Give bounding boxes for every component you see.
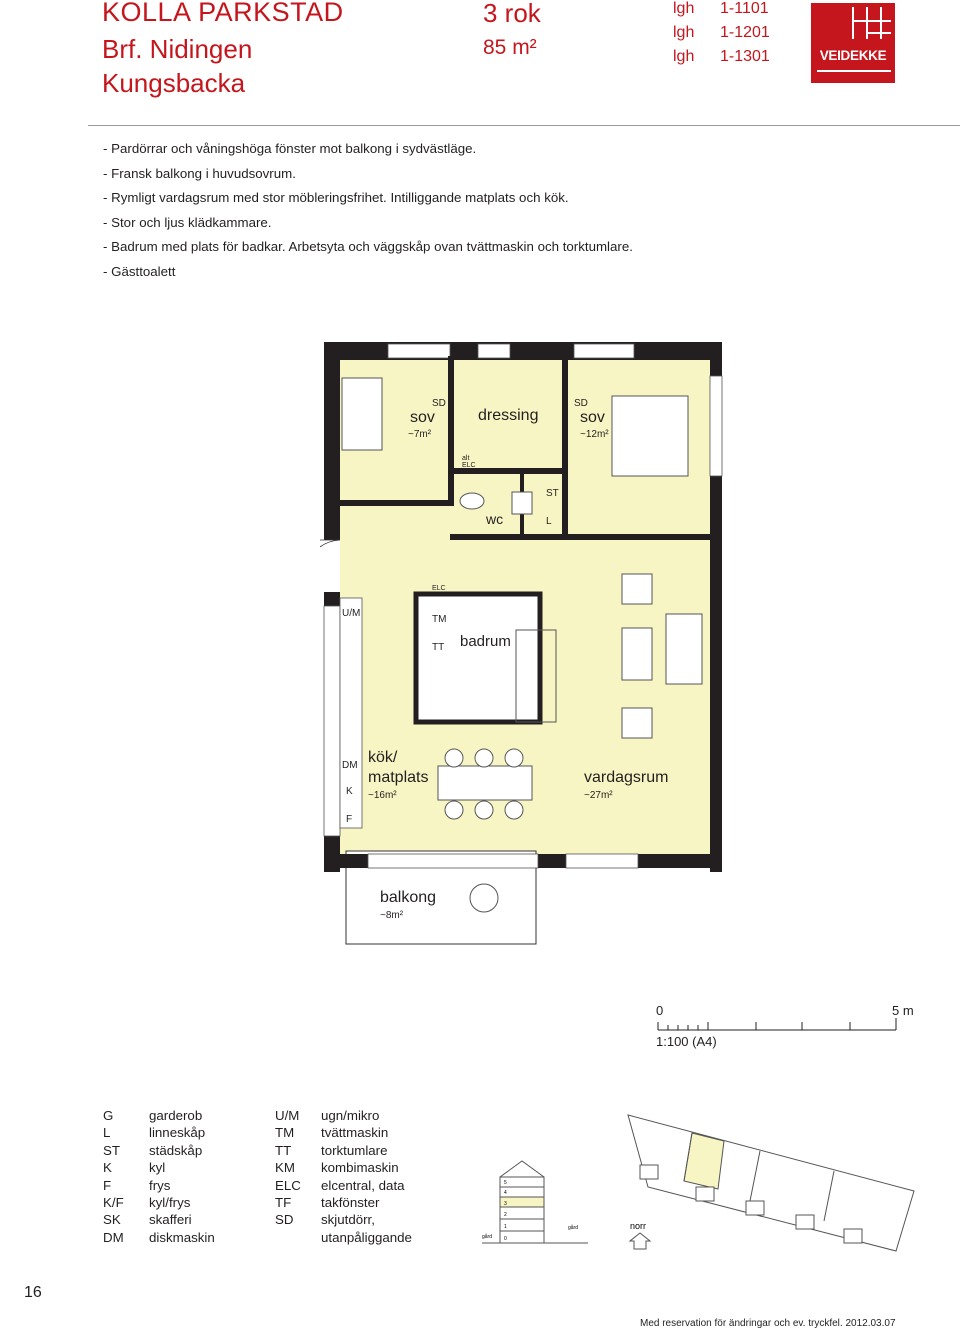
scale-bar xyxy=(656,1016,900,1032)
legend-codes-left xyxy=(103,1107,124,1246)
page-number: 16 xyxy=(24,1284,42,1301)
room-name: balkong xyxy=(380,889,437,906)
legend-code: K xyxy=(103,1160,112,1176)
north-arrow-icon xyxy=(630,1233,650,1249)
dining-table xyxy=(438,766,532,800)
wall xyxy=(450,534,710,540)
legend-texts-right xyxy=(321,1107,412,1246)
scale-five: 5 m xyxy=(892,1003,914,1018)
fixture-label: U/M xyxy=(342,608,361,619)
legend-text: ugn/mikro xyxy=(321,1108,380,1123)
feature-item: - Fransk balkong i huvudsovrum. xyxy=(103,165,296,181)
north-label: norr xyxy=(630,1221,647,1231)
fixture-label: ELC xyxy=(432,585,446,592)
header-divider xyxy=(88,125,960,126)
site-plan xyxy=(628,1115,914,1251)
apartment-number: 1-1101 xyxy=(720,0,769,17)
window xyxy=(478,344,510,358)
legend-code: DM xyxy=(103,1229,124,1245)
scale-text: 1:100 (A4) xyxy=(656,1034,717,1049)
window xyxy=(566,854,638,868)
veidekke-logo xyxy=(811,3,895,83)
legend-code: L xyxy=(103,1125,111,1141)
sink xyxy=(512,492,532,514)
fixture-label: SD xyxy=(432,398,446,409)
room-name: dressing xyxy=(478,407,539,424)
room-name: matplats xyxy=(368,769,429,786)
bed xyxy=(612,396,688,476)
fixture-label: SD xyxy=(574,398,588,409)
footer-note: Med reservation för ändringar och ev. tryckfel. 2012.03.07 xyxy=(640,1318,896,1329)
logo-wordmark: VEIDEKKE xyxy=(819,48,887,63)
feature-item: - Gästtoalett xyxy=(103,263,176,279)
room-name: wc xyxy=(486,511,504,527)
room-area: ~7m² xyxy=(408,429,432,440)
room-area: ~12m² xyxy=(580,429,609,440)
room-name: sov xyxy=(580,409,605,426)
legend-text: linneskåp xyxy=(149,1125,206,1141)
legend-text: elcentral, data xyxy=(321,1177,405,1193)
chair xyxy=(475,749,493,767)
fixture-label: TT xyxy=(432,642,445,653)
sofa xyxy=(666,614,702,684)
window xyxy=(710,376,722,476)
feature-list xyxy=(103,137,633,284)
fixture-label: alt xyxy=(462,455,470,462)
apartment-label: lgh xyxy=(673,48,695,65)
project-title: KOLLA PARKSTAD xyxy=(102,0,344,27)
courtyard-label: gård xyxy=(482,1234,493,1240)
legend-texts-left xyxy=(149,1107,215,1246)
floor-number: 2 xyxy=(504,1212,507,1218)
feature-item: - Stor och ljus klädkammare. xyxy=(103,214,272,230)
legend-code: SD xyxy=(275,1212,294,1228)
floor-number: 0 xyxy=(504,1236,507,1242)
legend-text: kyl xyxy=(149,1160,166,1176)
balcony-doors xyxy=(368,854,538,868)
feature-item: - Rymligt vardagsrum med stor möbleringsfrihet. Intilliggande matplats och kök. xyxy=(103,190,569,205)
chair xyxy=(505,801,523,819)
wall xyxy=(448,356,454,506)
city-name: Kungsbacka xyxy=(102,68,246,98)
bed xyxy=(342,378,382,450)
legend-code: ELC xyxy=(275,1177,301,1193)
armchair xyxy=(622,708,652,738)
legend-code: G xyxy=(103,1108,114,1123)
fixture-label: TM xyxy=(432,614,447,625)
room-name: badrum xyxy=(460,633,511,650)
room-name: vardagsrum xyxy=(584,769,669,786)
floor-number: 5 xyxy=(504,1180,507,1186)
toilet xyxy=(460,493,484,509)
fixture-label: F xyxy=(346,814,353,825)
floor-number: 3 xyxy=(504,1201,507,1207)
legend-text: tvättmaskin xyxy=(321,1125,389,1141)
legend-code: TF xyxy=(275,1195,292,1211)
legend-codes-right xyxy=(275,1107,301,1246)
apartment-number: 1-1301 xyxy=(720,48,770,65)
legend-text: frys xyxy=(149,1177,171,1193)
legend-code: U/M xyxy=(275,1108,300,1123)
balcony-table xyxy=(470,884,498,912)
room-name: kök/ xyxy=(368,749,398,766)
floor-number: 4 xyxy=(504,1190,507,1196)
legend-code: TM xyxy=(275,1125,295,1141)
legend-code: SK xyxy=(103,1212,121,1228)
key-map xyxy=(478,1105,920,1257)
chair xyxy=(475,801,493,819)
legend-text: skafferi xyxy=(149,1212,192,1228)
legend-text: utanpåliggande xyxy=(321,1229,412,1245)
legend-text: städskåp xyxy=(149,1142,203,1158)
logo-graphic xyxy=(811,3,895,83)
fixture-label: ELC xyxy=(462,462,476,469)
legend-text: garderob xyxy=(149,1108,203,1123)
apartment-number: 1-1201 xyxy=(720,24,770,41)
room-area: ~8m² xyxy=(380,910,404,921)
fixture-label: K xyxy=(346,786,353,797)
floor-plan xyxy=(320,336,730,948)
feature-item: - Pardörrar och våningshöga fönster mot balkong i sydvästläge. xyxy=(103,141,477,156)
legend-text: takfönster xyxy=(321,1195,380,1211)
room-area: ~27m² xyxy=(584,790,613,801)
apartment-label: lgh xyxy=(673,24,695,41)
wall xyxy=(562,356,568,540)
fixture-label: ST xyxy=(546,488,559,499)
fixture-label: L xyxy=(546,516,552,527)
association-name: Brf. Nidingen xyxy=(102,34,253,64)
entrance-door-gap xyxy=(324,540,340,592)
legend-text: skjutdörr, xyxy=(321,1212,375,1228)
chair xyxy=(445,749,463,767)
apartment-label: lgh xyxy=(673,0,695,17)
chair xyxy=(505,749,523,767)
legend-text: diskmaskin xyxy=(149,1229,215,1245)
room-name: sov xyxy=(410,409,435,426)
window xyxy=(388,344,450,358)
legend-text: kyl/frys xyxy=(149,1195,191,1211)
legend-code: F xyxy=(103,1177,112,1193)
scale-zero: 0 xyxy=(656,1003,664,1018)
building-section xyxy=(482,1161,588,1243)
coffee-table xyxy=(622,628,652,680)
legend-text: kombimaskin xyxy=(321,1160,399,1176)
legend-code: ST xyxy=(103,1142,120,1158)
legend-code: K/F xyxy=(103,1195,124,1211)
floor-number: 1 xyxy=(504,1224,507,1230)
window xyxy=(324,606,340,836)
feature-item: - Badrum med plats för badkar. Arbetsyta och väggskåp ovan tvättmaskin och torktumlare. xyxy=(103,239,633,254)
armchair xyxy=(622,574,652,604)
wall-north xyxy=(324,342,722,360)
window xyxy=(574,344,634,358)
room-area: ~16m² xyxy=(368,790,397,801)
wall xyxy=(338,500,450,506)
courtyard-label: gård xyxy=(568,1225,579,1231)
legend-code: TT xyxy=(275,1142,292,1158)
legend-code xyxy=(275,1229,301,1246)
legend-text: torktumlare xyxy=(321,1142,388,1158)
fixture-label: DM xyxy=(342,760,358,771)
room-count: 3 rok xyxy=(483,0,541,28)
chair xyxy=(445,801,463,819)
legend-code: KM xyxy=(275,1160,295,1176)
apartment-area: 85 m² xyxy=(483,36,537,59)
